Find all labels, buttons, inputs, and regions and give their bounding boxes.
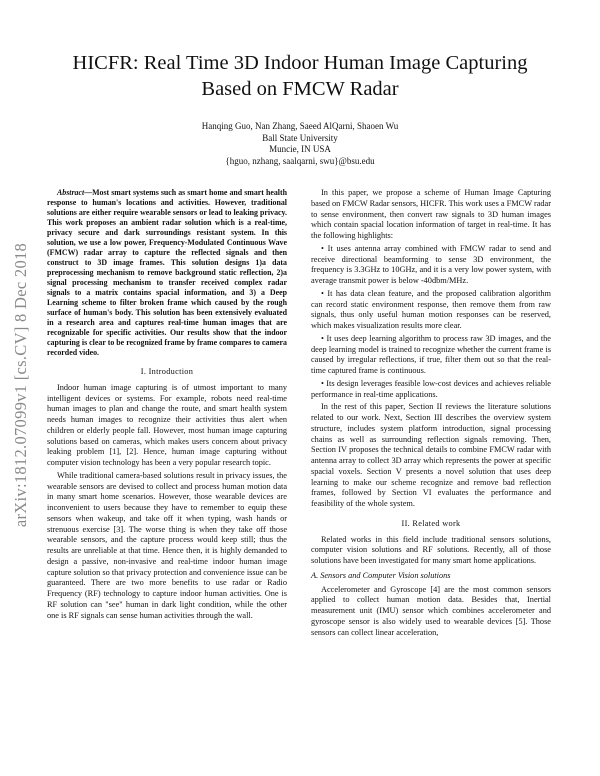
- affiliation: Ball State University: [262, 132, 338, 143]
- highlight-bullet-4: • Its design leverages feasible low-cost devices and achieves reliable performance in real-time applications.: [311, 378, 551, 399]
- location: Muncie, IN USA: [269, 144, 331, 154]
- right-paragraph-1: In this paper, we propose a scheme of Human Image Capturing based on FMCW Radar sensors, HICFR. This work uses a FMCW radar to sense environment, then convert raw signals to 3D human images which contain spacial location information of target in real-time. It has the following highlights:: [311, 188, 551, 240]
- left-column: [47, 188, 287, 623]
- intro-paragraph-2: While traditional camera-based solutions result in privacy issues, the wearable sensors are devised to collect and process human motion data in many smart home scenarios. However, those wearable devices are inconvenient to users because they have to remember to equip these sensors when wakeup, and take off it when typing, wash hands or strenuous exercise [3]. The worse thing is when they take off those wearable sensors, and the capture process would keep still; thus the results are unreliable at that time. Hence then, it is highly demanded to design a passive, non-invasive and real-time indoor human image capture solution so that privacy protection and convenience issue can be guaranteed. There are two more benefits to use radar or Radio Frequency (RF) technology to capture indoor human activities. One is RF solution can "see" human in dark light condition, while the other one is RF signals can sense human activities through the wall.: [47, 470, 287, 620]
- subsection-heading-a: A. Sensors and Computer Vision solutions: [311, 570, 451, 580]
- email: {hguo, nzhang, saalqarni, swu}@bsu.edu: [225, 155, 375, 166]
- author-names: Hanqing Guo, Nan Zhang, Saeed AlQarni, Shaoen Wu: [201, 121, 399, 131]
- paper-title: HICFR: Real Time 3D Indoor Human Image Capturing Based on FMCW Radar: [72, 52, 528, 100]
- arxiv-identifier: arXiv:1812.07099v1 [cs.CV] 8 Dec 2018: [11, 242, 31, 528]
- section-heading-related-work: II. Related work: [401, 518, 461, 528]
- highlight-bullet-3: • It uses deep learning algorithm to process raw 3D images, and the deep learning model is trained to recognize whether the current frame is caused by irregular reflections, if true, filter them out so that the real-time captured frame is continuous.: [311, 333, 551, 375]
- intro-paragraph-1: Indoor human image capturing is of utmost important to many intelligent devices or systems. For example, robots need real-time human images to plan and change the route, and smart health system needs human images to recognize their activities thus alert when children or elderly people fall. However, most human image capturing solutions based on cameras, which makes users concern about privacy leaking problem [1], [2]. Hence, human image capturing without computer vision technology has been a very popular research topic.: [47, 382, 287, 467]
- author-block: [60, 121, 540, 167]
- highlight-bullet-2: • It has data clean feature, and the proposed calibration algorithm can record static environment response, then remove them from raw signals, thus only useful human motion responses can be reserved, which makes visualization results more clear.: [311, 288, 551, 330]
- abstract-text: —Most smart systems such as smart home and smart health response to human's locations and activities. However, traditional solutions are either require wearable sensors or lead to leaking privacy. This work proposes an ambient radar solution which is a real-time, privacy secure and dark surroundings resistant system. In this solution, we use a low power, Frequency-Modulated Continuous Wave (FMCW) radar array to capture the reflected signals and then construct to 3D image frames. This solution designs 1)a data preprocessing mechanism to remove background static reflection, 2)a signal processing mechanism to transfer received complex radar signals to a matrix contains spacial information, and 3) a Deep Learning scheme to filter broken frame which caused by the rough surface of human's body. This solution has been extensively evaluated in a research area and captures real-time human images that are recognizable for specific activities. Our results show that the indoor capturing is clear to be recognized frame by frame compares to camera recorded video.: [47, 188, 287, 357]
- abstract-label: Abstract: [57, 188, 85, 197]
- highlight-bullet-1: • It uses antenna array combined with FMCW radar to send and receive directional beamforming to sense 3D environment, the frequency is 3.3GHz to 10GHz, and it is a very low power system, with average transmit power is below -40dbm/MHz.: [311, 243, 551, 285]
- section-heading-introduction: I. Introduction: [140, 367, 194, 376]
- related-paragraph-2: Accelerometer and Gyroscope [4] are the most common sensors applied to collect human motion data. Besides that, Inertial measurement unit (IMU) sensor which combines accelerometer and gyroscope sensor is also widely used to wearable devices [5]. Those sensors can collect linear acceleration,: [311, 584, 551, 637]
- related-paragraph-1: Related works in this field include traditional sensors solutions, computer vision solutions and RF solutions. Recently, all of those solutions have been investigated for many smart home applications.: [311, 534, 551, 565]
- abstract: [47, 188, 287, 358]
- right-column: [311, 188, 551, 640]
- right-paragraph-2: In the rest of this paper, Section II reviews the literature solutions related to our work. Next, Section III describes the overview system structure, includes system platform introduction, signal processing chains as well as surrounding reflection signals removing. Then, Section IV proposes the technical details to combine FMCW radar with antenna array to collect 3D array which represents the power at specific spacial voxels. Section V presents a novel solution that uses deep learning to make our scheme recognize and remove bad reflection frames, followed by Section VI evaluates the performance and feasibility of the whole system.: [311, 402, 551, 508]
